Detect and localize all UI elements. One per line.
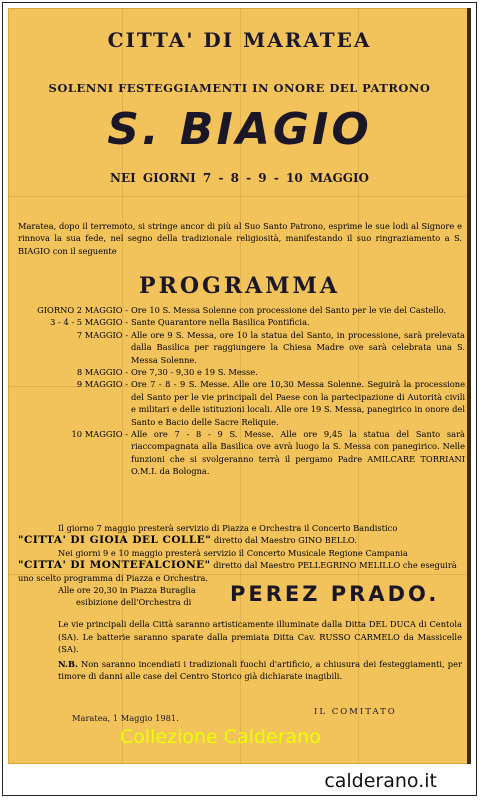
programma-heading: PROGRAMMA bbox=[139, 273, 340, 299]
schedule-date: 10 MAGGIO - bbox=[71, 429, 128, 440]
band2-name: "CITTA' DI MONTEFALCIONE" bbox=[18, 559, 211, 572]
lights-text: Le vie principali della Città saranno artisticamente illuminate dalla Ditta DEL DUCA di Centola (SA). Le batterie saranno sparate dalla premiata Ditta Cav. RUSSO CARMELO da Massicelle (SA). bbox=[58, 619, 462, 655]
nb-text: Non saranno incendiati i tradizionali fuochi d'artificio, a chiusura dei festeggiamenti, per timore di danni alle case del Centro Storico già dichiarate inagibili. bbox=[58, 658, 462, 682]
schedule-row bbox=[10, 366, 465, 378]
schedule-text: Ore 7,30 - 9,30 e 19 S. Messe. bbox=[131, 367, 258, 378]
poster-city: CITTA' DI MARATEA bbox=[107, 28, 372, 52]
schedule-row bbox=[10, 304, 465, 316]
date-place: Maratea, 1 Maggio 1981. bbox=[72, 713, 179, 723]
schedule-text: Ore 7 - 8 - 9 S. Messe. Alle ore 10,30 Messa Solenne. Seguirà la processione del Santo per le vie principali del Paese con la partecipazione di Autorità civili e militari e delle istituzioni locali. Alle ore 19 S. Messa, panegirico in onore del Santo e Bacio delle Sacre Reliquie. bbox=[131, 379, 465, 427]
orchestra-name: PEREZ PRADO. bbox=[230, 582, 440, 607]
schedule-date: 8 MAGGIO - bbox=[76, 367, 128, 378]
schedule-row bbox=[10, 378, 465, 428]
orchestra-line1: Alle ore 20,30 in Piazza Buraglia bbox=[58, 585, 196, 596]
schedule-text: Alle ore 7 - 8 - 9 S. Messe. Alle ore 9,45 la statua del Santo sarà riaccompagnata alla Basilica ove avrà luogo la S. Messa con panegirico. Nelle funzioni che si svolgeranno terrà il pergamo Padre AMILCARE TORRIANI O.M.I. da Bologna. bbox=[131, 429, 465, 477]
schedule-row bbox=[10, 316, 465, 328]
schedule-row bbox=[10, 329, 465, 366]
schedule-list bbox=[10, 304, 465, 478]
band1-rest: diretto dal Maestro GINO BELLO. bbox=[213, 535, 357, 546]
site-caption: calderano.it bbox=[324, 770, 437, 792]
intro-paragraph bbox=[18, 220, 462, 257]
events-section bbox=[18, 522, 462, 682]
schedule-date: GIORNO 2 MAGGIO - bbox=[37, 305, 128, 315]
schedule-date: 3 - 4 - 5 MAGGIO - bbox=[50, 317, 128, 328]
fold-line bbox=[8, 196, 471, 197]
poster-saint-title: S. BIAGIO bbox=[107, 104, 372, 155]
poster-days: NEI GIORNI 7 - 8 - 9 - 10 MAGGIO bbox=[109, 171, 370, 185]
band2-line bbox=[18, 559, 462, 584]
band2-rest: diretto dal Maestro PELLEGRINO MELILLO che eseguirà uno scelto programma di Piazza e Orchestra. bbox=[18, 560, 457, 583]
schedule-row bbox=[10, 428, 465, 478]
schedule-text: Ore 10 S. Messa Solenne con processione del Santo per le vie del Castello. bbox=[131, 305, 447, 315]
collection-watermark: Collezione Calderano bbox=[120, 726, 321, 748]
signature: IL COMITATO bbox=[314, 707, 397, 717]
band1-name: "CITTA' DI GIOIA DEL COLLE" bbox=[18, 534, 212, 547]
band1-intro: Il giorno 7 maggio presterà servizio di Piazza e Orchestra il Concerto Bandistico bbox=[58, 523, 398, 533]
band1-line bbox=[18, 534, 462, 546]
poster-subtitle: SOLENNI FESTEGGIAMENTI IN ONORE DEL PATRONO bbox=[48, 81, 431, 95]
schedule-text: Sante Quarantore nella Basilica Pontificia. bbox=[131, 317, 310, 328]
nb-label: N.B. bbox=[58, 658, 78, 669]
schedule-date: 9 MAGGIO - bbox=[76, 379, 128, 390]
nb-paragraph bbox=[18, 658, 462, 683]
schedule-text: Alle ore 9 S. Messa, ore 10 la statua del Santo, in processione, sarà prelevata dalla Basilica per raggiungere la Chiesa Madre ove sarà celebrata una S. Messa Solenne. bbox=[131, 329, 465, 365]
festival-poster bbox=[8, 8, 471, 764]
intro-text: Maratea, dopo il terremoto, si stringe ancor di più al Suo Santo Patrono, esprime le sue lodi al Signore e rinnova la sua fede, nel segno della tradizionale religiosità, manifestando il suo ringraziamento a S. BIAGIO con il seguente bbox=[18, 221, 462, 256]
band2-intro: Nei giorni 9 e 10 maggio presterà servizio il Concerto Musicale Regione Campania bbox=[58, 547, 408, 558]
orchestra-line2-text: esibizione dell'Orchestra di bbox=[76, 597, 192, 608]
schedule-date: 7 MAGGIO - bbox=[76, 329, 128, 340]
